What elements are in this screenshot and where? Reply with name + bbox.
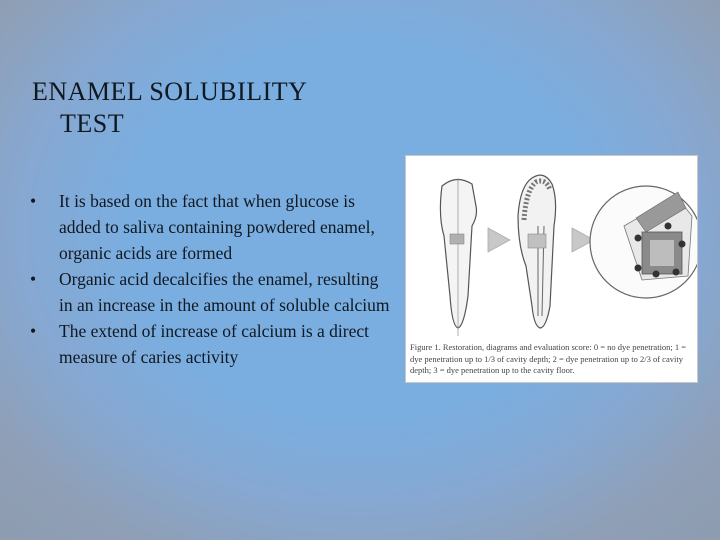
slide-title [32, 76, 392, 140]
restoration-mark-2 [528, 234, 546, 248]
tooth-outline-2 [518, 175, 556, 328]
bullet-item-1: • It is based on the fact that when glucose is added to saliva containing powdered enamel, organic acids are formed [30, 188, 390, 266]
magnified-view [590, 186, 697, 298]
figure-caption: Figure 1. Restoration, diagrams and evaluation score: 0 = no dye penetration; 1 = dye penetration up to 1/3 of cavity depth; 2 = dye penetration up to 2/3 of cavity depth; 3 = dye penetration up to the cavity floor. [410, 342, 687, 375]
bullet-item-3: • The extend of increase of calcium is a direct measure of caries activity [30, 318, 390, 370]
bullet-item-2: • Organic acid decalcifies the enamel, resulting in an increase in the amount of soluble calcium [30, 266, 390, 318]
title-line-1: ENAMEL SOLUBILITY [32, 77, 308, 106]
restoration-mark-1 [450, 234, 464, 244]
title-line-2: TEST [60, 109, 125, 138]
arrow-icon [488, 228, 510, 252]
tooth-outline-1 [440, 178, 476, 336]
tooth-restoration-figure [405, 155, 698, 383]
tooth-diagram [406, 156, 697, 342]
bullet-list [30, 188, 390, 370]
